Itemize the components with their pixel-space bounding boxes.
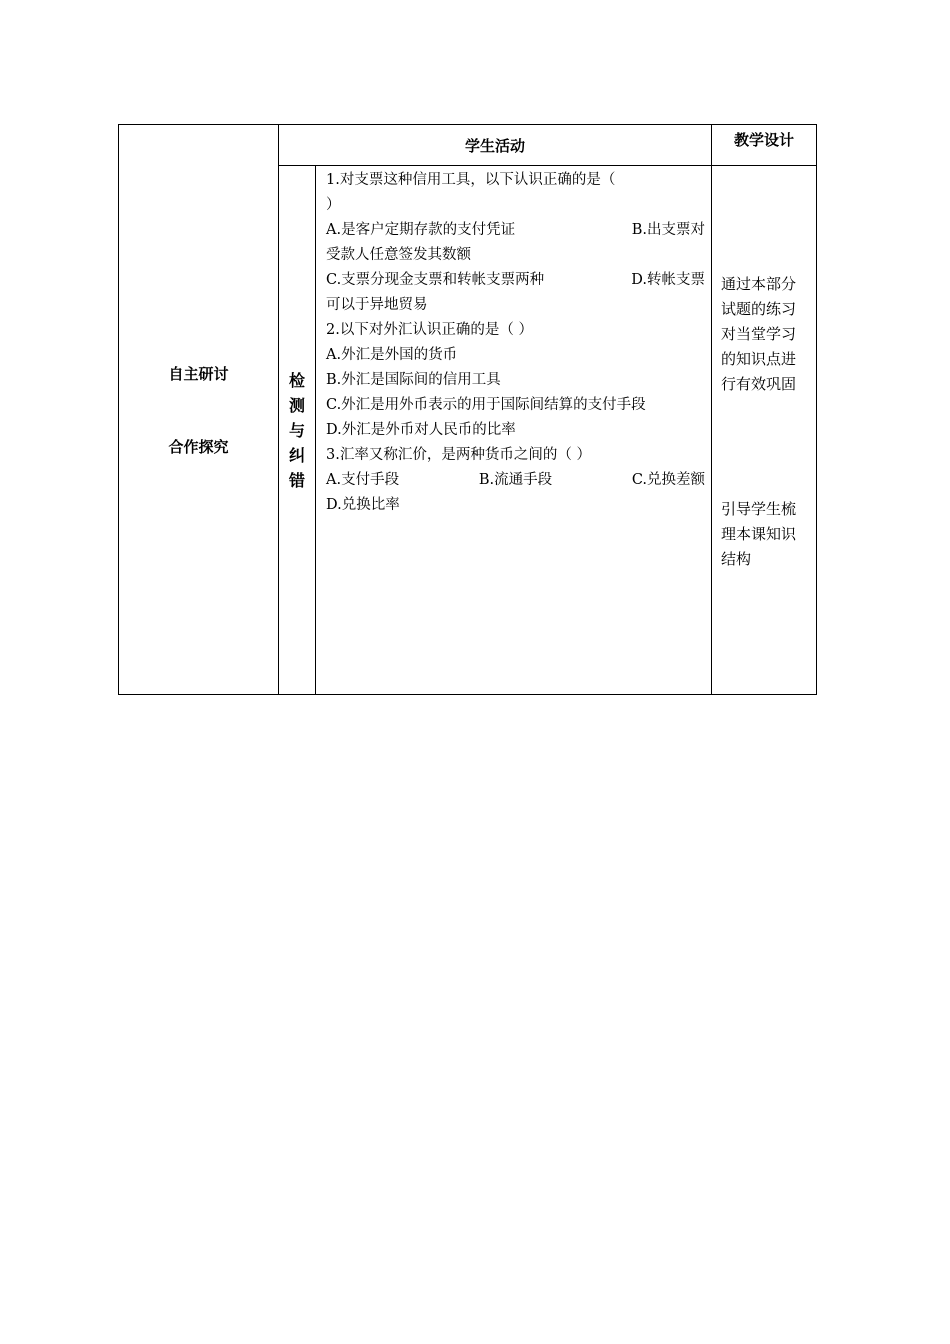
section-title-char: 与: [288, 421, 305, 440]
design-note-1: [721, 272, 808, 397]
question-option: B.出支票对: [631, 222, 706, 238]
question-option: A.支付手段: [326, 472, 400, 488]
question-line: 受款人任意签发其数额: [326, 247, 471, 263]
question-line: 2.以下对外汇认识正确的是（ ）: [326, 322, 533, 338]
question-line: C.外汇是用外币表示的用于国际间结算的支付手段: [326, 397, 646, 413]
design-note-line: 通过本部分: [721, 275, 797, 293]
question-option: B.流通手段: [478, 472, 553, 488]
question-line: D.兑换比率: [326, 497, 400, 513]
question-line: B.外汇是国际间的信用工具: [326, 372, 501, 388]
section-title-char: 错: [288, 471, 305, 490]
question-line: 可以于异地贸易: [326, 297, 428, 313]
questions-cell: [316, 166, 712, 695]
question-line: A.外汇是外国的货币: [326, 347, 458, 363]
question-option-row: [326, 218, 705, 243]
header-student-activity: 学生活动: [279, 125, 712, 166]
question-option: D.转帐支票: [631, 272, 706, 288]
question-option-row: [326, 268, 705, 293]
question-option: A.是客户定期存款的支付凭证: [326, 222, 516, 238]
lesson-plan-table: [118, 124, 817, 695]
question-line: 1.对支票这种信用工具，以下认识正确的是（: [326, 172, 616, 188]
question-option-row: [326, 468, 705, 493]
design-note-line: 行有效巩固: [721, 375, 797, 393]
header-row: [119, 125, 817, 166]
design-note-line: 引导学生梳: [721, 500, 797, 518]
question-option: C.支票分现金支票和转帐支票两种: [326, 272, 545, 288]
question-line: D.外汇是外币对人民币的比率: [326, 422, 516, 438]
design-note-line: 试题的练习: [721, 300, 797, 318]
left-label-cell: [119, 125, 279, 695]
left-label-2: 合作探究: [168, 437, 229, 456]
design-note-line: 对当堂学习: [721, 325, 797, 343]
design-note-line: 结构: [721, 550, 752, 568]
header-teaching-design: 教学设计: [712, 125, 817, 166]
left-label-1: 自主研讨: [168, 364, 229, 383]
design-note-2: [721, 497, 808, 572]
section-title-char: 测: [288, 396, 305, 415]
question-option: C.兑换差额: [631, 472, 706, 488]
design-notes-cell: [712, 166, 817, 695]
section-title-char: 检: [288, 371, 305, 390]
design-note-line: 理本课知识: [721, 525, 797, 543]
section-title-char: 纠: [288, 446, 305, 465]
design-note-line: 的知识点进: [721, 350, 797, 368]
question-line: ）: [326, 197, 341, 213]
section-title-cell: [279, 166, 316, 695]
question-line: 3.汇率又称汇价，是两种货币之间的（ ）: [326, 447, 591, 463]
